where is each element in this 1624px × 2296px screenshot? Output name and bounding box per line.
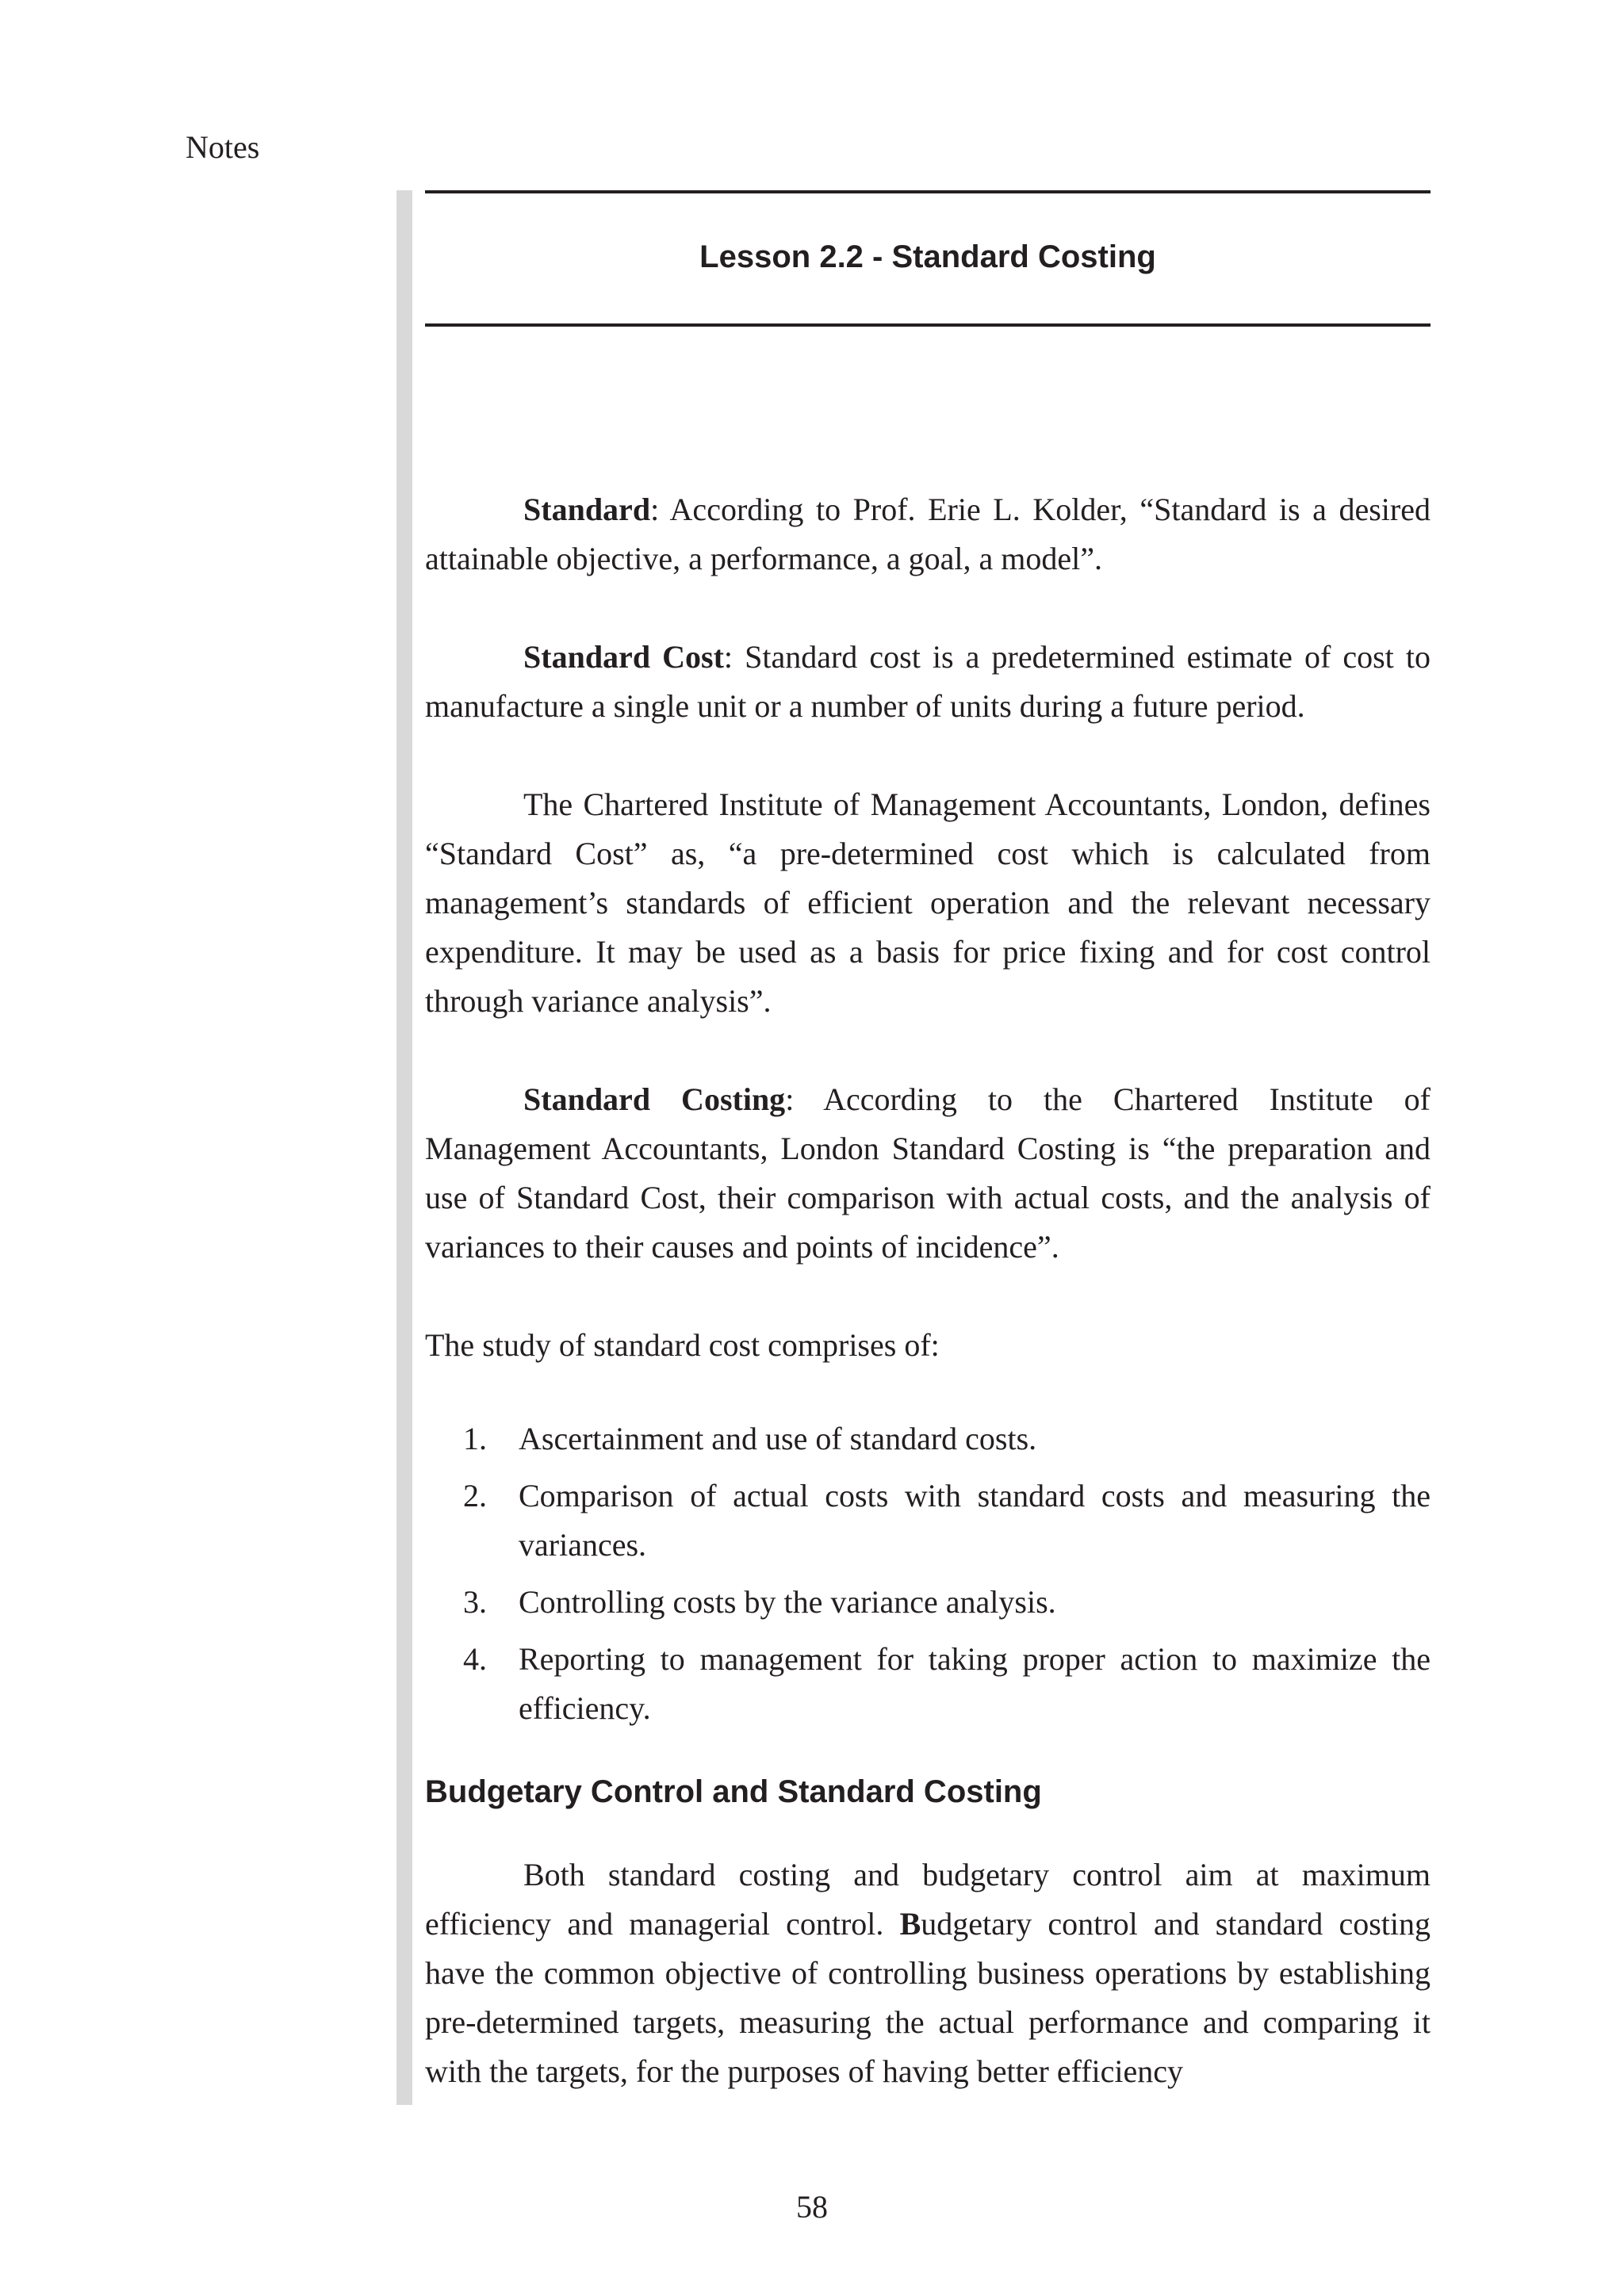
left-margin-bar	[396, 190, 412, 2105]
list-item	[425, 1471, 1431, 1570]
list-item-text: Comparison of actual costs with standard costs and measuring the variances.	[519, 1478, 1431, 1563]
page-number: 58	[796, 2189, 828, 2225]
standard-cost-term: Standard Cost	[523, 639, 724, 675]
body-text	[425, 485, 1431, 2096]
standard-term: Standard	[523, 492, 651, 527]
list-item-number: 1.	[463, 1421, 487, 1456]
title-bottom-rule	[425, 323, 1431, 327]
budgetary-text-rest: udgetary control and standard costing have the common objective of controlling business operations by establishing pre-determined targets, measuring the actual performance and comparing it with the targets, for the purposes of having better efficiency	[425, 1906, 1431, 2089]
section-heading-budgetary: Budgetary Control and Standard Costing	[425, 1774, 1042, 1809]
page-content	[425, 190, 1431, 2145]
list-item-text: Controlling costs by the variance analysis.	[519, 1584, 1056, 1620]
standard-cost-text: : Standard cost is a predetermined estimate of cost to manufacture a single unit or a number of units during a future period.	[425, 639, 1431, 724]
margin-notes-label: Notes	[186, 129, 260, 165]
study-intro: The study of standard cost comprises of:	[425, 1327, 940, 1363]
standard-text: : According to Prof. Erie L. Kolder, “Standard is a desired attainable objective, a performance, a goal, a model”.	[425, 492, 1431, 576]
list-item-number: 4.	[463, 1641, 487, 1677]
cima-definition: The Chartered Institute of Management Accountants, London, defines “Standard Cost” as, “a pre-determined cost which is calculated from management’s standards of efficient operation and the relevant necessary expenditure. It may be used as a basis for price fixing and for cost control through variance analysis”.	[425, 786, 1431, 1019]
list-item	[425, 1414, 1431, 1464]
list-item	[425, 1578, 1431, 1627]
standard-costing-definition	[425, 1075, 1431, 1272]
standard-cost-definition	[425, 633, 1431, 731]
list-item-number: 2.	[463, 1478, 487, 1513]
budgetary-text-start: Both standard costing and budgetary control aim at maximum efficiency and managerial control.	[425, 1857, 1431, 1942]
standard-costing-term: Standard Costing	[523, 1081, 786, 1117]
list-item-number: 3.	[463, 1584, 487, 1620]
standard-costing-text: : According to the Chartered Institute of Management Accountants, London Standard Costing is “the preparation and use of Standard Cost, their comparison with actual costs, and the analysis of variances to their causes and points of incidence”.	[425, 1081, 1431, 1265]
standard-definition	[425, 485, 1431, 584]
list-item	[425, 1635, 1431, 1733]
list-item-text: Reporting to management for taking proper action to maximize the efficiency.	[519, 1641, 1431, 1726]
lesson-title: Lesson 2.2 - Standard Costing	[699, 239, 1156, 274]
title-top-rule	[425, 190, 1431, 193]
study-list	[425, 1414, 1431, 1733]
list-item-text: Ascertainment and use of standard costs.	[519, 1421, 1037, 1456]
budgetary-paragraph	[425, 1850, 1431, 2096]
budgetary-bold-letter: B	[899, 1906, 921, 1942]
